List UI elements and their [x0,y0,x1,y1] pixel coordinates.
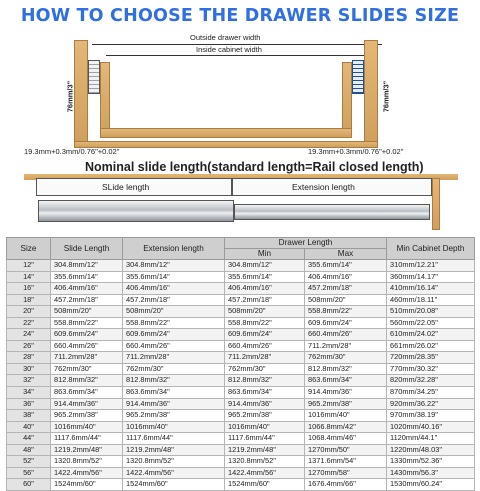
table-cell: 762mm/30" [225,363,305,375]
table-row [7,387,475,399]
table-cell-size: 30" [7,363,51,375]
table-body [7,260,475,491]
table-row [7,433,475,445]
table-header-row [7,238,475,249]
table-cell: 610mm/24.02" [387,329,475,341]
table-cell-size: 52" [7,456,51,468]
table-row [7,352,475,364]
header-min-cabinet-depth: Min Cabinet Depth [387,238,475,260]
table-cell: 1320.8mm/52" [51,456,123,468]
table-cell-size: 16" [7,283,51,295]
table-cell: 406.4mm/16" [123,283,225,295]
table-cell: 406.4mm/16" [51,283,123,295]
closed-rail [38,200,234,222]
table-cell: 965.2mm/38" [51,410,123,422]
header-min: Min [225,249,305,260]
table-cell: 1117.6mm/44" [51,433,123,445]
table-cell: 558.8mm/22" [123,317,225,329]
table-cell: 965.2mm/38" [305,398,387,410]
table-cell: 410mm/16.14" [387,283,475,295]
table-cell: 965.2mm/38" [123,410,225,422]
table-cell: 711.2mm/28" [225,352,305,364]
table-row [7,317,475,329]
drawer-left-side [100,62,110,138]
table-row [7,306,475,318]
table-cell: 1524mm/60" [51,479,123,491]
table-cell: 1320.8mm/52" [225,456,305,468]
table-cell-size: 56" [7,467,51,479]
slide-length-diagram [0,160,480,232]
table-cell: 460mm/18.11" [387,294,475,306]
table-row [7,271,475,283]
table-cell-size: 48" [7,444,51,456]
table-cell: 457.2mm/18" [123,294,225,306]
table-cell-size: 44" [7,433,51,445]
table-cell-size: 60" [7,479,51,491]
header-extension-length: Extension length [123,238,225,260]
table-cell: 457.2mm/18" [225,294,305,306]
table-cell: 863.6mm/34" [51,387,123,399]
table-cell: 406.4mm/16" [305,271,387,283]
table-cell: 1422.4mm/56" [51,467,123,479]
table-cell: 863.6mm/34" [305,375,387,387]
table-cell: 1220mm/48.03" [387,444,475,456]
table-row [7,467,475,479]
nominal-length-title: Nominal slide length(standard length=Rail closed length) [85,160,424,174]
header-size: Size [7,238,51,260]
table-cell-size: 38" [7,410,51,422]
table-cell: 1020mm/40.16" [387,421,475,433]
table-cell: 1016mm/40" [305,410,387,422]
table-cell: 920mm/36.22" [387,398,475,410]
table-cell: 1219.2mm/48" [51,444,123,456]
table-cell: 609.6mm/24" [225,329,305,341]
table-cell: 970mm/38.19" [387,410,475,422]
table-cell: 661mm/26.02" [387,340,475,352]
table-cell: 355.6mm/14" [305,260,387,272]
table-row [7,363,475,375]
table-cell: 355.6mm/14" [51,271,123,283]
table-cell: 1016mm/40" [123,421,225,433]
table-cell: 558.8mm/22" [51,317,123,329]
drawer-bottom [100,128,352,138]
table-cell: 914.4mm/36" [51,398,123,410]
table-row [7,260,475,272]
table-cell: 1270mm/50" [305,444,387,456]
table-cell-size: 12" [7,260,51,272]
table-cell: 1422.4mm/56" [123,467,225,479]
table-cell: 1320.8mm/52" [123,456,225,468]
left-height-label: 76mm/3" [65,80,75,113]
table-cell: 360mm/14.17" [387,271,475,283]
table-cell: 1524mm/60" [123,479,225,491]
table-cell: 762mm/30" [51,363,123,375]
left-gap-label: 19.3mm+0.3mm/0.76"+0.02" [24,147,120,156]
table-row [7,421,475,433]
table-cell: 510mm/20.08" [387,306,475,318]
left-slide-icon [88,60,100,94]
table-cell-size: 36" [7,398,51,410]
table-cell: 558.8mm/22" [305,306,387,318]
size-table [6,237,475,491]
table-cell: 558.8mm/22" [225,317,305,329]
table-cell: 711.2mm/28" [51,352,123,364]
table-cell: 1330mm/52.36" [387,456,475,468]
right-height-label: 76mm/3" [381,80,391,113]
cabinet-diagram [0,30,480,158]
table-cell-size: 32" [7,375,51,387]
table-cell: 310mm/12.21" [387,260,475,272]
table-cell: 770mm/30.32" [387,363,475,375]
table-cell: 609.6mm/24" [123,329,225,341]
table-cell: 609.6mm/24" [51,329,123,341]
table-cell: 1117.6mm/44" [225,433,305,445]
table-cell: 304.8mm/12" [123,260,225,272]
extended-rail [234,204,430,220]
table-cell: 812.8mm/32" [225,375,305,387]
header-slide-length: Slide Length [51,238,123,260]
table-cell: 820mm/32.28" [387,375,475,387]
table-cell: 1068.4mm/46" [305,433,387,445]
table-cell: 660.4mm/26" [51,340,123,352]
table-cell: 914.4mm/36" [123,398,225,410]
table-cell: 1120mm/44.1" [387,433,475,445]
table-row [7,340,475,352]
table-row [7,479,475,491]
table-cell: 1117.6mm/44" [123,433,225,445]
table-cell: 508mm/20" [51,306,123,318]
table-row [7,329,475,341]
table-cell: 812.8mm/32" [51,375,123,387]
table-cell: 609.6mm/24" [305,317,387,329]
table-cell: 965.2mm/38" [225,410,305,422]
table-cell: 1016mm/40" [51,421,123,433]
table-cell-size: 18" [7,294,51,306]
table-row [7,410,475,422]
table-cell: 870mm/34.25" [387,387,475,399]
table-cell: 812.8mm/32" [123,375,225,387]
table-cell: 1066.8mm/42" [305,421,387,433]
cabinet-left-panel [74,40,88,148]
table-cell: 1016mm/40" [225,421,305,433]
table-cell: 1371.6mm/54" [305,456,387,468]
table-cell: 1530mm/60.24" [387,479,475,491]
table-row [7,283,475,295]
table-cell: 355.6mm/14" [123,271,225,283]
table-cell: 508mm/20" [305,294,387,306]
table-cell: 508mm/20" [225,306,305,318]
table-cell: 560mm/22.05" [387,317,475,329]
table-cell: 914.4mm/36" [225,398,305,410]
table-cell: 508mm/20" [123,306,225,318]
table-cell: 406.4mm/16" [225,283,305,295]
table-cell-size: 22" [7,317,51,329]
header-max: Max [305,249,387,260]
table-cell: 711.2mm/28" [123,352,225,364]
table-cell: 1676.4mm/66" [305,479,387,491]
table-cell: 812.8mm/32" [305,363,387,375]
header-drawer-length: Drawer Length [225,238,387,249]
table-row [7,294,475,306]
page-title: HOW TO CHOOSE THE DRAWER SLIDES SIZE [20,6,460,26]
table-cell: 1422.4mm/56" [225,467,305,479]
table-cell: 1524mm/60" [225,479,305,491]
table-cell-size: 28" [7,352,51,364]
outside-width-label: Outside drawer width [190,33,261,42]
table-cell: 304.8mm/12" [225,260,305,272]
table-cell: 762mm/30" [305,352,387,364]
table-row [7,375,475,387]
table-cell: 457.2mm/18" [51,294,123,306]
table-cell: 863.6mm/34" [225,387,305,399]
table-cell: 1219.2mm/48" [123,444,225,456]
extension-length-label: Extension length [292,182,355,192]
table-cell: 457.2mm/18" [305,283,387,295]
inside-width-line [106,55,368,56]
table-cell: 660.4mm/26" [123,340,225,352]
table-cell: 914.4mm/36" [305,387,387,399]
table-cell: 355.6mm/14" [225,271,305,283]
table-cell: 304.8mm/12" [51,260,123,272]
table-row [7,456,475,468]
slide-diagram-wood-right [432,178,440,230]
table-cell: 660.4mm/26" [225,340,305,352]
right-gap-label: 19.3mm+0.3mm/0.76"+0.02" [308,147,404,156]
slide-length-label: SLide length [102,182,150,192]
table-cell-size: 40" [7,421,51,433]
inside-width-label: Inside cabinet width [196,45,262,54]
table-cell-size: 26" [7,340,51,352]
table-cell: 863.6mm/34" [123,387,225,399]
cabinet-right-panel [364,40,378,148]
table-cell-size: 24" [7,329,51,341]
drawer-right-side [342,62,352,138]
table-cell: 711.2mm/28" [305,340,387,352]
table-cell-size: 34" [7,387,51,399]
table-cell-size: 20" [7,306,51,318]
right-slide-icon [352,60,364,94]
table-row [7,444,475,456]
table-row [7,398,475,410]
table-cell: 1219.2mm/48" [225,444,305,456]
table-cell-size: 14" [7,271,51,283]
table-cell: 720mm/28.35" [387,352,475,364]
table-cell: 1270mm/58" [305,467,387,479]
table-cell: 762mm/30" [123,363,225,375]
table-cell: 1430mm/56.3" [387,467,475,479]
table-cell: 660.4mm/26" [305,329,387,341]
